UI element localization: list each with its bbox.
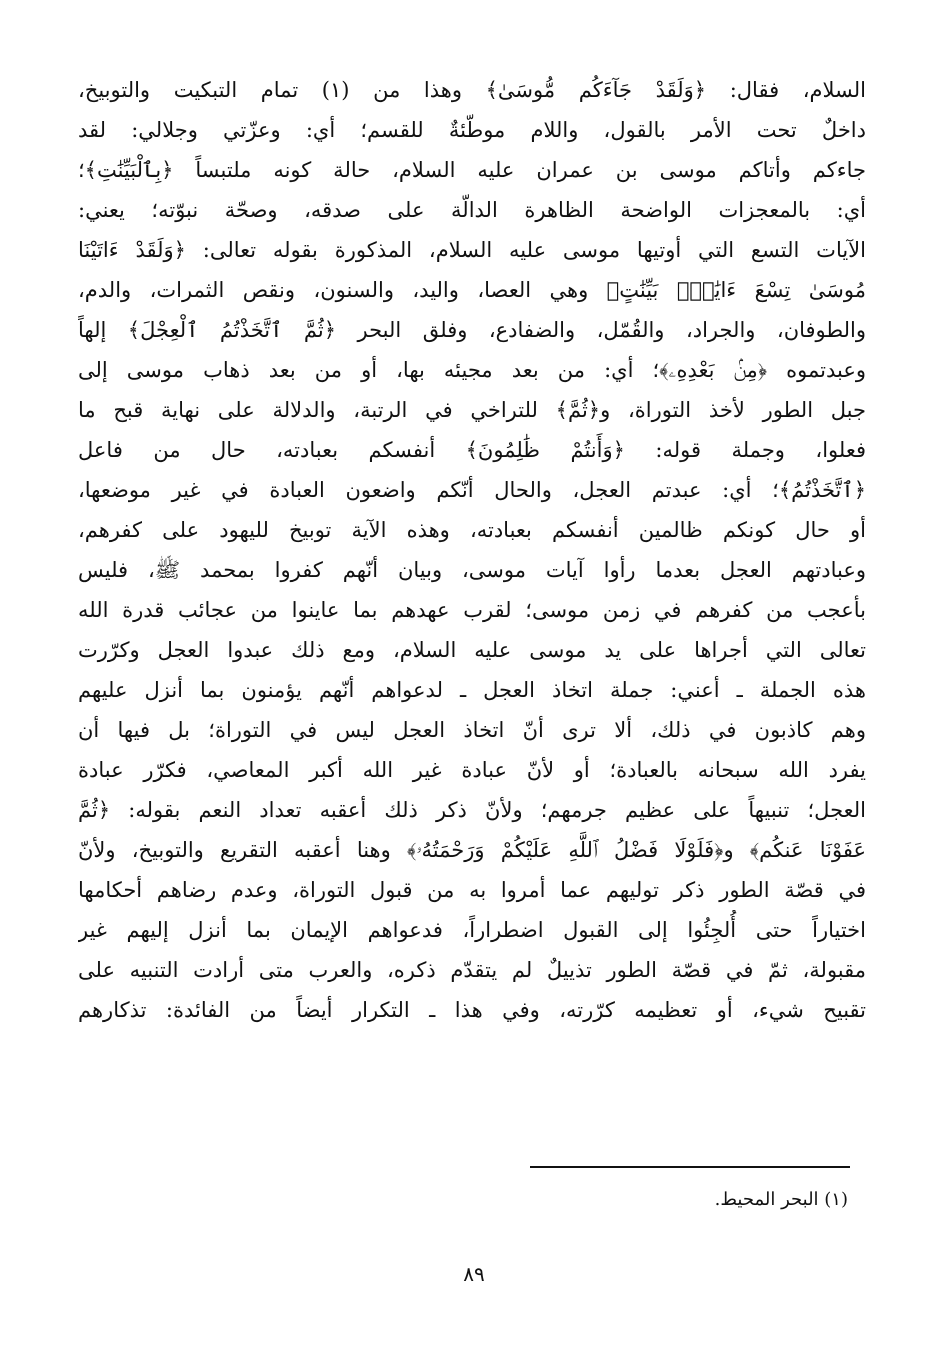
text-line: في قصّة الطور ذكر توليهم عما أمروا به من قبول التوراة، وعدم رضاهم أحكامها	[78, 878, 866, 902]
text-line: ﴿ٱتَّخَذْتُمُ﴾؛ أي: عبدتم العجل، والحال أنّكم واضعون العبادة في غير موضعها،	[78, 478, 866, 502]
text-line: الآيات التسع التي أوتيها موسى عليه السلام، المذكورة بقوله تعالى: ﴿وَلَقَدْ ءَاتَيْنَا	[78, 238, 866, 262]
text-line: بأعجب من كفرهم في زمن موسى؛ لقرب عهدهم بما عاينوا من عجائب قدرة الله	[78, 598, 866, 622]
text-line: هذه الجملة ـ أعني: جملة اتخاذ العجل ـ لدعواهم أنّهم يؤمنون بما أنزل عليهم	[78, 678, 866, 702]
text-line: اختياراً حتى أُلجِئُوا إلى القبول اضطراراً، فدعواهم الإيمان بما أنزل إليهم غير	[78, 918, 866, 942]
text-line: جبل الطور لأخذ التوراة، و﴿ثُمَّ﴾ للتراخي في الرتبة، والدلالة على نهاية قبح ما	[78, 398, 866, 422]
footnote-divider	[530, 1166, 850, 1168]
text-line: مقبولة، ثمّ في قصّة الطور تذييلٌ لم يتقدّم ذكره، والعرب متى أرادت التنبيه على	[78, 958, 866, 982]
text-line: والطوفان، والجراد، والقُمّل، والضفادع، وفلق البحر ﴿ثُمَّ ٱتَّخَذْتُمُ ٱلْعِجْلَ﴾ إلهاً	[78, 318, 866, 342]
text-line: السلام، فقال: ﴿وَلَقَدْ جَآءَكُم مُّوسَىٰ﴾ وهذا من (١) تمام التبكيت والتوبيخ،	[78, 78, 866, 102]
text-line: وعبدتموه ﴿مِنۢ بَعْدِهِۦ﴾؛ أي: من بعد مجيئه بها، أو من بعد ذهاب موسى إلى	[78, 358, 866, 382]
text-line: داخلٌ تحت الأمر بالقول، واللام موطّئةٌ للقسم؛ أي: وعزّتي وجلالي: لقد	[78, 118, 866, 142]
text-line: تعالى التي أجراها على يد موسى عليه السلام، ومع ذلك عبدوا العجل وكرّرت	[78, 638, 866, 662]
text-line: العجل؛ تنبيهاً على عظيم جرمهم؛ ولأنّ ذكر ذلك أعقبه تعداد النعم بقوله: ﴿ثُمَّ	[78, 798, 866, 822]
text-line: يفرد الله سبحانه بالعبادة؛ أو لأنّ عبادة غير الله أكبر المعاصي، فكرّر عبادة	[78, 758, 866, 782]
text-line: تقبيح شيء، أو تعظيمه كرّرته، وفي هذا ـ التكرار أيضاً من الفائدة: تذكارهم	[78, 998, 866, 1022]
text-line: فعلوا، وجملة قوله: ﴿وَأَنتُمْ ظَٰلِمُونَ﴾ أنفسكم بعبادته، حال من فاعل	[78, 438, 866, 462]
text-line: أو حال كونكم ظالمين أنفسكم بعبادته، وهذه الآية توبيخ لليهود على كفرهم،	[78, 518, 866, 542]
text-line: جاءكم وأتاكم موسى بن عمران عليه السلام، حالة كونه ملتبساً ﴿بِٱلْبَيِّنَٰتِ﴾؛	[78, 158, 866, 182]
text-line: أي: بالمعجزات الواضحة الظاهرة الدالّة على صدقه، وصحّة نبوّته؛ يعني:	[78, 198, 866, 222]
text-line: وهم كاذبون في ذلك، ألا ترى أنّ اتخاذ العجل ليس في التوراة؛ بل فيها أن	[78, 718, 866, 742]
footnote: (١) البحر المحيط.	[714, 1189, 848, 1210]
page-number: ٨٩	[463, 1262, 485, 1286]
main-text-block	[78, 70, 866, 1030]
text-line: وعبادتهم العجل بعدما رأوا آيات موسى، وبيان أنّهم كفروا بمحمد ﷺ، فليس	[78, 558, 866, 582]
text-line: عَفَوْنَا عَنكُم﴾ و﴿فَلَوْلَا فَضْلُ ٱللَّهِ عَلَيْكُمْ وَرَحْمَتُهُۥ﴾ وهنا أعقبه التقريع والتوبيخ، ولأنّ	[78, 838, 866, 862]
text-line: مُوسَىٰ تِسْعَ ءَايَٰتٍۭ بَيِّنَٰتٍ﴾ وهي العصا، واليد، والسنون، ونقص الثمرات، والدم،	[78, 278, 866, 302]
